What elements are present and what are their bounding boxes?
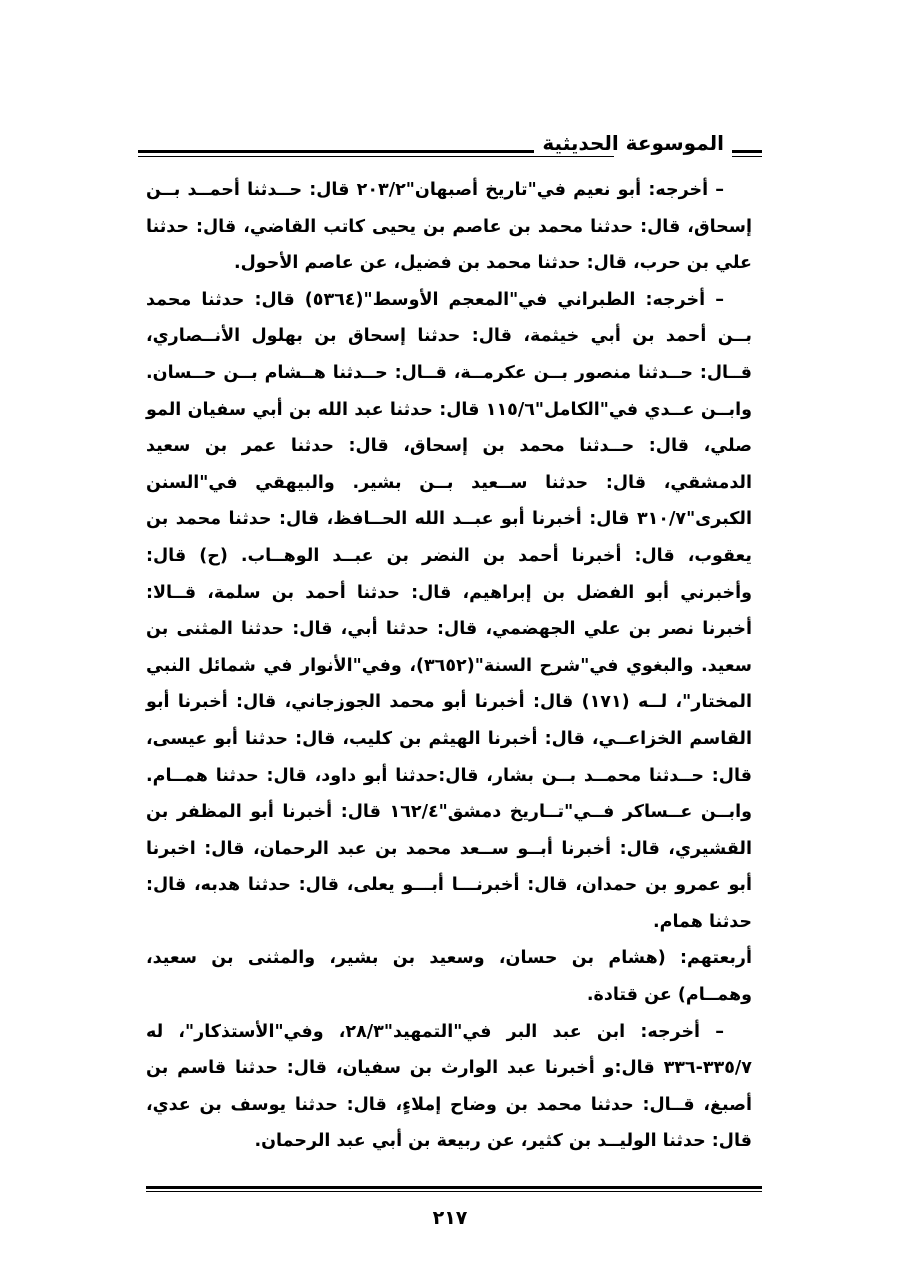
paragraph-2: – أخرجه: الطبراني في"المعجم الأوسط"(٥٣٦٤) قال: حدثنا محمد بــن أحمد بن أبي خيثمة، قال: حدثنا إسحاق بن بهلول الأنــصاري، قــال: حــدثنا منصور بــن عكرمــة، قــال: حــدثنا هــشام بــن حــسان. وابــن عــدي في"الكامل"١١٥/٦ قال: حدثنا عبد الله بن أبي سفيان المو صلي، قال: حــدثنا محمد بن إسحاق، قال: حدثنا عمر بن سعيد الدمشقي، قال: حدثنا ســعيد بــن بشير. والبيهقي في"السنن الكبرى"٣١٠/٧ قال: أخبرنا أبو عبــد الله الحــافظ، قال: حدثنا محمد بن يعقوب، قال: أخبرنا أحمد بن النضر بن عبــد الوهــاب. (ح) قال: وأخبرني أبو الفضل بن إبراهيم، قال: حدثنا أحمد بن سلمة، قــالا: أخبرنا نصر بن علي الجهضمي، قال: حدثنا أبي، قال: حدثنا المثنى بن سعيد. والبغوي في"شرح السنة"(٣٦٥٢)، وفي"الأنوار في شمائل النبي المختار"، لــه (١٧١) قال: أخبرنا أبو محمد الجوزجاني، قال: أخبرنا أبو القاسم الخزاعــي، قال: أخبرنا الهيثم بن كليب، قال: حدثنا أبو عيسى، قال: حــدثنا محمــد بــن بشار، قال:حدثنا أبو داود، قال: حدثنا همــام. وابــن عــساكر فــي"تــاريخ دمشق"١٦٢/٤ قال: أخبرنا أبو المظفر بن القشيري، قال: أخبرنا أبــو ســعد محمد بن عبد الرحمان، قال: اخبرنا أبو عمرو بن حمدان، قال: أخبرنـــا أبـــو يعلى، قال: حدثنا هدبه، قال: حدثنا همام. [146,289,753,932]
running-header [138,128,762,168]
paragraph-1: – أخرجه: أبو نعيم في"تاريخ أصبهان"٢٠٣/٢ قال: حــدثنا أحمــد بــن إسحاق، قال: حدثنا محمد بن عاصم بن يحيى كاتب القاضي، قال: حدثنا علي بن حرب، قال: حدثنا محمد بن فضيل، عن عاصم الأحول. [146,180,752,274]
paragraph-4: – أخرجه: ابن عبد البر في"التمهيد"٢٨/٣، وفي"الأستذكار"، له ٣٣٥/٧-٣٣٦ قال:و أخبرنا عبد الوارث بن سفيان، قال: حدثنا قاسم بن أصبغ، قــال: حدثنا محمد بن وضاح إملاءٍ، قال: حدثنا يوسف بن عدي، قال: حدثنا الوليــد بن كثير، عن ربيعة بن أبي عبد الرحمان. [146,1021,752,1152]
header-title: الموسوعة الحديثية [534,130,732,156]
footer-rule [146,1186,762,1192]
paragraph-3: أربعتهم: (هشام بن حسان، وسعيد بن بشير، والمثنى بن سعيد، وهمــام) عن قتادة. [146,948,752,1006]
body-text [146,172,752,1160]
header-rule-right [732,150,762,157]
page-number: ٢١٧ [432,1207,468,1229]
